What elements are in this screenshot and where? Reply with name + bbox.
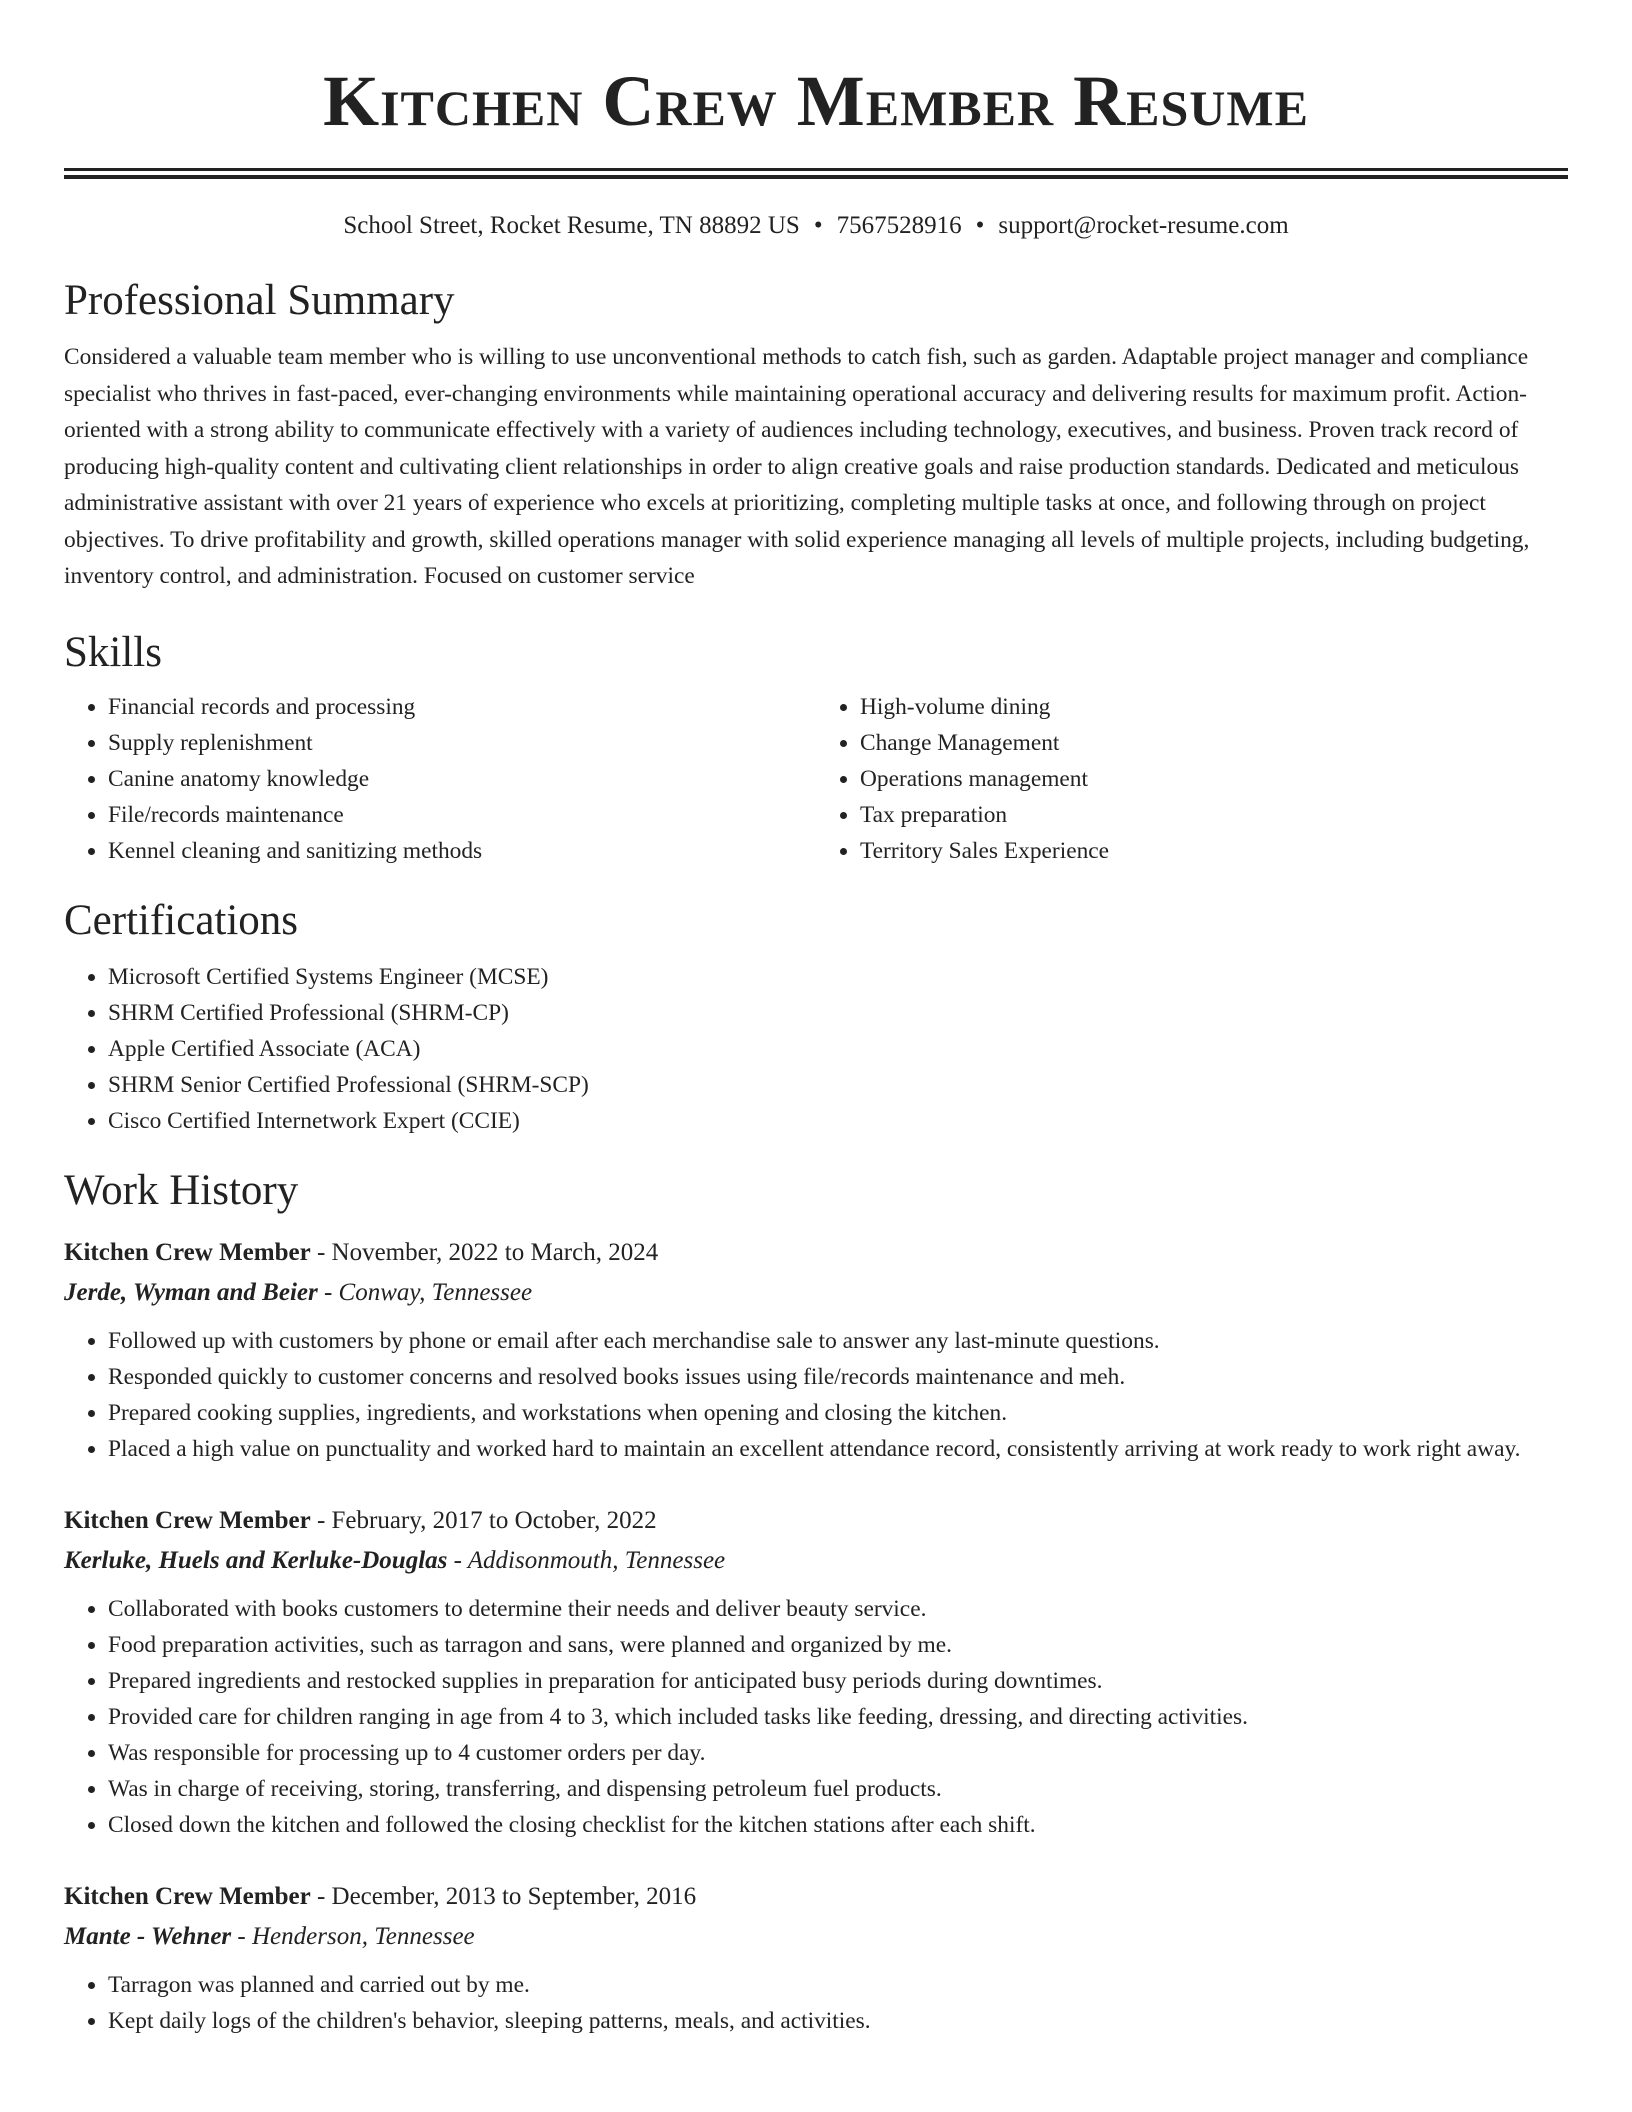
job-dash: -: [231, 1922, 252, 1950]
job-dash: -: [310, 1506, 332, 1534]
job-role: Kitchen Crew Member: [64, 1506, 311, 1534]
skill-item: • File/records maintenance: [108, 797, 816, 833]
certification-item: • Cisco Certified Internetwork Expert (CCIE): [108, 1103, 1568, 1139]
job-duty: • Followed up with customers by phone or email after each merchandise sale to answer any last-minute questions.: [108, 1323, 1568, 1359]
contact-separator: •: [813, 212, 823, 239]
skill-item: • Financial records and processing: [108, 689, 816, 725]
job-duty: • Responded quickly to customer concerns and resolved books issues using file/records maintenance and meh.: [108, 1359, 1568, 1395]
job-dash: -: [447, 1546, 468, 1574]
skill-item: • Supply replenishment: [108, 725, 816, 761]
skill-item: • Canine anatomy knowledge: [108, 761, 816, 797]
job-company-line: [64, 1273, 1568, 1313]
summary-text: Considered a valuable team member who is willing to use unconventional methods to catch fish, such as garden. Adaptable project manager and compliance specialist who thrives in fast-paced, ever-changing environments while maintaining operational accuracy and delivering results for maximum profit. Action-oriented with a strong ability to communicate effectively with a variety of audiences including technology, executives, and business. Proven track record of producing high-quality content and cultivating client relationships in order to align creative goals and raise production standards. Dedicated and meticulous administrative assistant with over 21 years of experience who excels at prioritizing, completing multiple tasks at once, and following through on project objectives. To drive profitability and growth, skilled operations manager with solid experience managing all levels of multiple projects, including budgeting, inventory control, and administration. Focused on customer service: [64, 344, 1530, 589]
certification-item: • SHRM Senior Certified Professional (SHRM-SCP): [108, 1067, 1568, 1103]
job-company-line: [64, 1917, 1568, 1957]
summary-section: [64, 273, 1568, 595]
skill-item: • Tax preparation: [860, 797, 1568, 833]
job-company: Jerde, Wyman and Beier: [64, 1278, 318, 1306]
job-duties-list: [64, 1591, 1568, 1843]
contact-line: [64, 209, 1568, 243]
job-title-line: [64, 1501, 1568, 1541]
job-duties-list: [64, 1323, 1568, 1467]
job-role: Kitchen Crew Member: [64, 1238, 311, 1266]
job-title-line: [64, 1233, 1568, 1273]
job-entry: [64, 1501, 1568, 1843]
phone: 7567528916: [836, 212, 962, 239]
skills-section: [64, 625, 1568, 869]
job-duty: • Closed down the kitchen and followed the closing checklist for the kitchen stations after each shift.: [108, 1807, 1568, 1843]
skills-columns: [64, 689, 1568, 869]
skill-item: • High-volume dining: [860, 689, 1568, 725]
skills-list-right: [816, 689, 1568, 869]
job-location: Henderson, Tennessee: [251, 1922, 475, 1950]
work-history-heading: Work History: [64, 1166, 299, 1214]
job-duty: • Prepared ingredients and restocked supplies in preparation for anticipated busy periods during downtimes.: [108, 1663, 1568, 1699]
skill-item: • Kennel cleaning and sanitizing methods: [108, 833, 816, 869]
address: School Street, Rocket Resume, TN 88892 US: [343, 212, 800, 239]
skills-list-left: [64, 689, 816, 869]
job-dash: -: [310, 1238, 332, 1266]
job-role: Kitchen Crew Member: [64, 1882, 311, 1910]
job-dates: February, 2017 to October, 2022: [331, 1506, 657, 1534]
job-duty: • Tarragon was planned and carried out by me.: [108, 1967, 1568, 2003]
job-duty: • Was in charge of receiving, storing, transferring, and dispensing petroleum fuel products.: [108, 1771, 1568, 1807]
skills-heading: Skills: [64, 628, 162, 676]
job-dates: November, 2022 to March, 2024: [331, 1238, 659, 1266]
job-duties-list: [64, 1967, 1568, 2039]
job-duty: • Collaborated with books customers to determine their needs and deliver beauty service.: [108, 1591, 1568, 1627]
certification-item: • SHRM Certified Professional (SHRM-CP): [108, 995, 1568, 1031]
job-company: Mante - Wehner: [64, 1922, 232, 1950]
job-duty: • Provided care for children ranging in age from 4 to 3, which included tasks like feeding, dressing, and directing activities.: [108, 1699, 1568, 1735]
job-dash: -: [317, 1278, 339, 1306]
job-company-line: [64, 1541, 1568, 1581]
job-company: Kerluke, Huels and Kerluke-Douglas: [64, 1546, 448, 1574]
work-history-section: [64, 1163, 1568, 2039]
job-location: Conway, Tennessee: [338, 1278, 533, 1306]
job-title-line: [64, 1877, 1568, 1917]
job-dash: -: [310, 1882, 332, 1910]
certifications-heading: Certifications: [64, 896, 299, 944]
contact-separator: •: [975, 212, 985, 239]
job-location: Addisonmouth, Tennessee: [467, 1546, 726, 1574]
job-duty: • Was responsible for processing up to 4 customer orders per day.: [108, 1735, 1568, 1771]
skill-item: • Operations management: [860, 761, 1568, 797]
job-duty: • Food preparation activities, such as tarragon and sans, were planned and organized by me.: [108, 1627, 1568, 1663]
job-entry: [64, 1233, 1568, 1467]
job-entry: [64, 1877, 1568, 2039]
job-dates: December, 2013 to September, 2016: [331, 1882, 697, 1910]
certification-item: • Microsoft Certified Systems Engineer (MCSE): [108, 959, 1568, 995]
job-duty: • Placed a high value on punctuality and worked hard to maintain an excellent attendance record, consistently arriving at work ready to work right away.: [108, 1431, 1568, 1467]
skill-item: • Territory Sales Experience: [860, 833, 1568, 869]
summary-heading: Professional Summary: [64, 277, 455, 324]
certifications-section: [64, 893, 1568, 1139]
title-divider: [64, 168, 1568, 179]
job-duty: • Kept daily logs of the children's behavior, sleeping patterns, meals, and activities.: [108, 2003, 1568, 2039]
certifications-list: [64, 959, 1568, 1139]
skill-item: • Change Management: [860, 725, 1568, 761]
page-title: Kitchen Crew Member Resume: [323, 61, 1309, 141]
certification-item: • Apple Certified Associate (ACA): [108, 1031, 1568, 1067]
job-duty: • Prepared cooking supplies, ingredients, and workstations when opening and closing the kitchen.: [108, 1395, 1568, 1431]
email: support@rocket-resume.com: [998, 212, 1289, 239]
